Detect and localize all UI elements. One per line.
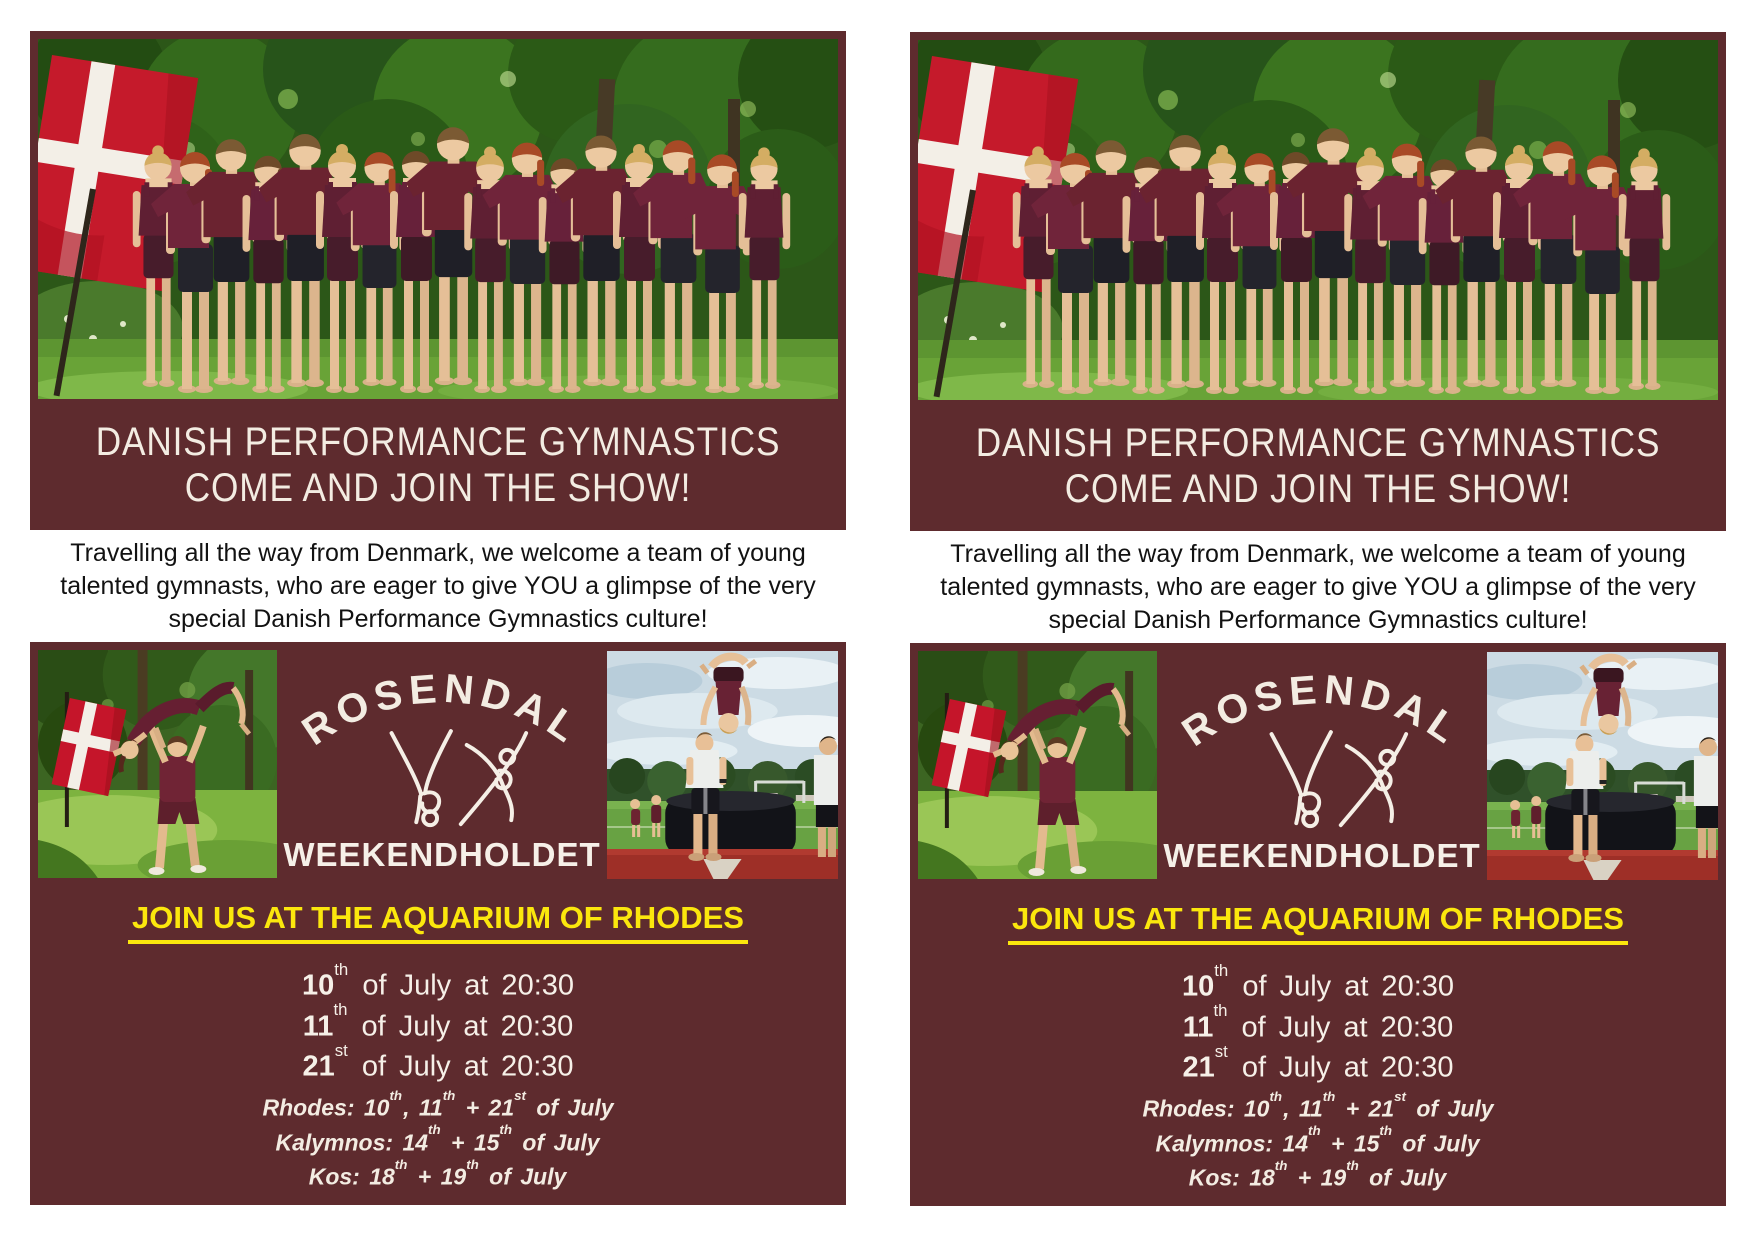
showtime-row bbox=[30, 1043, 846, 1084]
gymnast-figures-icon bbox=[1272, 732, 1407, 826]
showtime-day: 10 bbox=[301, 969, 335, 1002]
flip-photo bbox=[1487, 652, 1718, 880]
club-logo bbox=[1157, 649, 1487, 875]
event-heading-text: JOIN US AT THE AQUARIUM OF RHODES bbox=[1008, 901, 1628, 945]
gymnast-figures-icon bbox=[392, 731, 527, 825]
intro-paragraph bbox=[30, 530, 846, 642]
showtime-row bbox=[910, 1001, 1726, 1045]
flyer-copy-2 bbox=[910, 32, 1726, 1206]
showtime-day: 21 bbox=[1182, 1051, 1215, 1084]
team-name: WEEKENDHOLDET bbox=[1163, 837, 1481, 874]
showtime-rest: of July at 20:30 bbox=[348, 1050, 574, 1083]
flyer-header bbox=[910, 32, 1726, 531]
showtime-ordinal: st bbox=[334, 1041, 348, 1061]
showtime-rest: of July at 20:30 bbox=[1228, 1011, 1454, 1044]
showtime-ordinal: th bbox=[1213, 1001, 1228, 1021]
showtime-rest: of July at 20:30 bbox=[348, 1010, 574, 1043]
showtime-ordinal: th bbox=[333, 1000, 348, 1020]
showtimes-list bbox=[30, 959, 846, 1084]
tour-line-kos: Kos: 18th + 19th of July bbox=[308, 1156, 567, 1190]
banner-title-line1: DANISH PERFORMANCE GYMNASTICS bbox=[95, 419, 781, 464]
banner-title-line1: DANISH PERFORMANCE GYMNASTICS bbox=[975, 420, 1661, 465]
showtime-row bbox=[30, 959, 846, 1003]
flip-photo bbox=[607, 651, 838, 879]
intro-line-2: talented gymnasts, who are eager to give YOU a glimpse of the very bbox=[60, 572, 816, 600]
showtime-row bbox=[910, 960, 1726, 1004]
event-heading bbox=[910, 901, 1726, 937]
club-logo-art bbox=[277, 648, 607, 836]
title-banner bbox=[38, 399, 838, 530]
svg-text:ROSENDAL bbox=[1174, 666, 1471, 755]
acro-pair-photo bbox=[38, 650, 277, 878]
show-section bbox=[910, 643, 1726, 1206]
club-logo bbox=[277, 648, 607, 874]
banner-title-line2: COME AND JOIN THE SHOW! bbox=[1064, 466, 1572, 511]
tour-line-rhodes: Rhodes: 10th, 11th + 21st of July bbox=[1142, 1088, 1494, 1122]
showtime-ordinal: th bbox=[1214, 960, 1229, 980]
showtime-row bbox=[30, 1000, 846, 1044]
intro-paragraph bbox=[910, 531, 1726, 643]
intro-line-1: Travelling all the way from Denmark, we welcome a team of young bbox=[70, 539, 806, 567]
intro-line-3: special Danish Performance Gymnastics culture! bbox=[1048, 606, 1588, 634]
tour-dates bbox=[30, 1088, 846, 1192]
flyer-copy-1 bbox=[30, 31, 846, 1205]
intro-line-1: Travelling all the way from Denmark, we welcome a team of young bbox=[950, 540, 1686, 568]
intro-line-3: special Danish Performance Gymnastics culture! bbox=[168, 605, 708, 633]
showtimes-list bbox=[910, 960, 1726, 1085]
showtime-ordinal: st bbox=[1214, 1042, 1228, 1062]
showtime-rest: of July at 20:30 bbox=[1229, 970, 1455, 1003]
flyer-header bbox=[30, 31, 846, 530]
showtime-rest: of July at 20:30 bbox=[1228, 1051, 1454, 1084]
club-logo-art bbox=[1157, 649, 1487, 837]
team-group-photo bbox=[38, 39, 838, 399]
title-banner bbox=[918, 400, 1718, 531]
acro-pair-photo bbox=[918, 651, 1157, 879]
event-heading-text: JOIN US AT THE AQUARIUM OF RHODES bbox=[128, 900, 748, 944]
tour-dates bbox=[910, 1089, 1726, 1193]
intro-line-2: talented gymnasts, who are eager to give YOU a glimpse of the very bbox=[940, 573, 1696, 601]
event-heading bbox=[30, 900, 846, 936]
showtime-day: 11 bbox=[302, 1010, 334, 1043]
team-name: WEEKENDHOLDET bbox=[283, 836, 601, 873]
showtime-day: 11 bbox=[1182, 1011, 1214, 1044]
club-name-arched: ROSENDAL bbox=[293, 664, 591, 755]
banner-title-line2: COME AND JOIN THE SHOW! bbox=[184, 465, 692, 510]
showtime-rest: of July at 20:30 bbox=[349, 969, 575, 1002]
show-section bbox=[30, 642, 846, 1205]
tour-line-rhodes: Rhodes: 10th, 11th + 21st of July bbox=[262, 1087, 614, 1121]
tour-line-kos: Kos: 18th + 19th of July bbox=[1188, 1157, 1447, 1191]
showtime-row bbox=[910, 1044, 1726, 1085]
tour-line-kalymnos: Kalymnos: 14th + 15th of July bbox=[275, 1122, 600, 1156]
club-name-arched: ROSENDAL bbox=[1173, 665, 1471, 756]
svg-text:ROSENDAL bbox=[294, 665, 591, 754]
showtime-day: 21 bbox=[302, 1050, 335, 1083]
team-group-photo bbox=[918, 40, 1718, 400]
showtime-ordinal: th bbox=[334, 959, 349, 979]
showtime-day: 10 bbox=[1181, 970, 1215, 1003]
tour-line-kalymnos: Kalymnos: 14th + 15th of July bbox=[1155, 1123, 1480, 1157]
